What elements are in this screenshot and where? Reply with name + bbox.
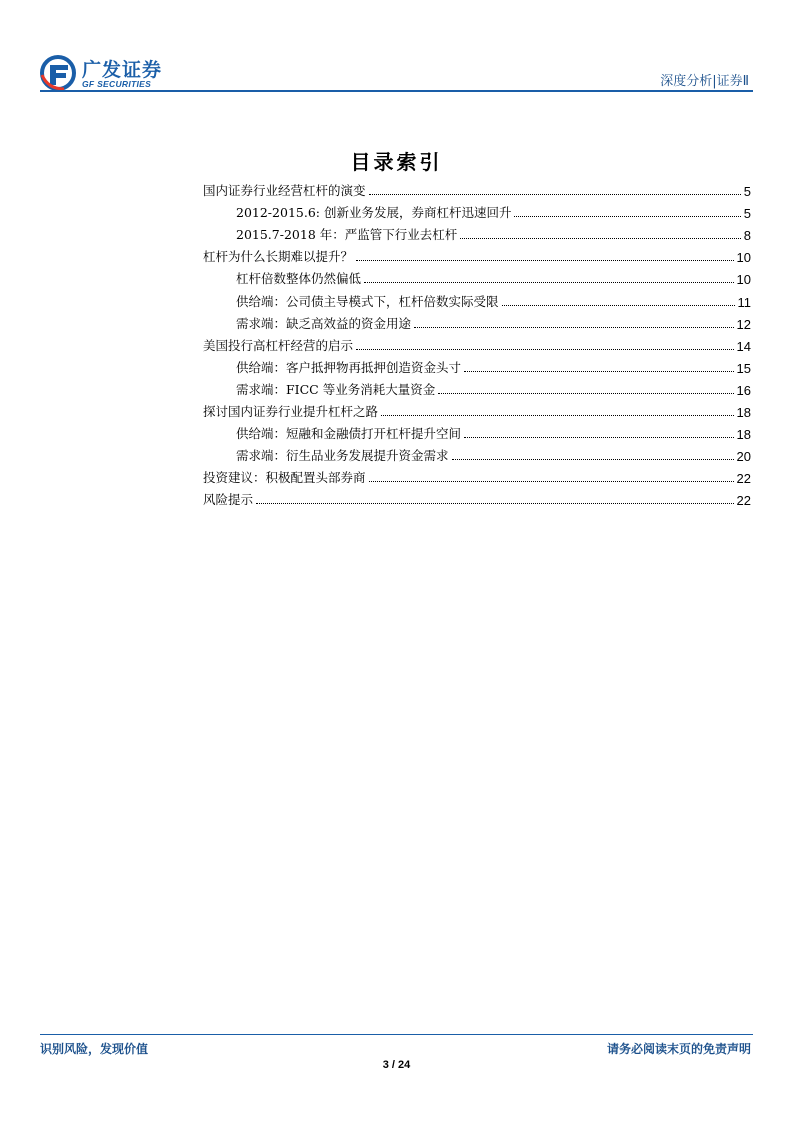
toc-entry-title: 供给端：客户抵押物再抵押创造资金头寸 — [236, 359, 462, 375]
toc-entry[interactable] — [203, 442, 751, 464]
toc-entry[interactable] — [203, 177, 751, 199]
toc-entry-page: 10 — [736, 250, 751, 266]
footer-disclaimer-note: 请务必阅读末页的免责声明 — [606, 1042, 751, 1056]
toc-leader-dots — [414, 326, 734, 328]
toc-entry-title: 2015.7-2018 年：严监管下行业去杠杆 — [236, 227, 458, 243]
toc-leader-dots — [369, 193, 741, 195]
toc-leader-dots — [460, 237, 741, 239]
logo-english-name: GF SECURITIES — [82, 79, 152, 89]
toc-entry-title: 探讨国内证券行业提升杠杆之路 — [203, 404, 379, 420]
toc-entry[interactable] — [203, 221, 751, 243]
toc-entry[interactable] — [203, 420, 751, 442]
toc-entry[interactable] — [203, 310, 751, 332]
toc-leader-dots — [256, 502, 734, 504]
toc-leader-dots — [514, 215, 740, 217]
toc-entry-page: 18 — [736, 427, 751, 443]
toc-entry[interactable] — [203, 376, 751, 398]
toc-entry[interactable] — [203, 332, 751, 354]
toc-entry[interactable] — [203, 464, 751, 486]
toc-entry[interactable] — [203, 398, 751, 420]
toc-entry-page: 11 — [737, 294, 751, 310]
toc-leader-dots — [452, 458, 734, 460]
toc-entry-page: 5 — [743, 206, 751, 222]
toc-entry-page: 22 — [736, 471, 751, 487]
toc-entry-page: 15 — [736, 360, 751, 376]
toc-leader-dots — [438, 392, 733, 394]
gf-securities-logo — [40, 55, 170, 91]
toc-entry-page: 10 — [736, 272, 751, 288]
toc-entry-page: 14 — [736, 338, 751, 354]
header-divider — [40, 90, 753, 92]
toc-leader-dots — [381, 414, 734, 416]
toc-entry-page: 8 — [743, 228, 751, 244]
toc-entry-page: 20 — [736, 449, 751, 465]
toc-entry-title: 需求端：衍生品业务发展提升资金需求 — [236, 448, 449, 464]
logo-chinese-name: 广发证券 — [82, 59, 163, 81]
toc-entry-title: 供给端：公司债主导模式下，杠杆倍数实际受限 — [236, 293, 499, 309]
toc-entry[interactable] — [203, 265, 751, 287]
toc-entry-page: 18 — [736, 405, 751, 421]
toc-entry[interactable] — [203, 486, 751, 508]
footer-divider — [40, 1034, 753, 1035]
toc-entry-title: 2012-2015.6: 创新业务发展，券商杠杆迅速回升 — [236, 205, 512, 221]
toc-entry[interactable] — [203, 199, 751, 221]
toc-entry[interactable] — [203, 354, 751, 376]
toc-leader-dots — [356, 348, 734, 350]
footer-slogan: 识别风险，发现价值 — [40, 1042, 149, 1056]
page-number: 3 / 24 — [382, 1059, 411, 1071]
toc-entry-title: 供给端：短融和金融债打开杠杆提升空间 — [236, 426, 462, 442]
toc-leader-dots — [464, 370, 734, 372]
gf-logo-icon — [40, 55, 78, 91]
toc-leader-dots — [464, 436, 734, 438]
toc-entry-title: 杠杆倍数整体仍然偏低 — [236, 271, 362, 287]
toc-title: 目录索引 — [350, 150, 443, 174]
toc-leader-dots — [369, 480, 734, 482]
toc-entry-title: 美国投行高杠杆经营的启示 — [203, 337, 354, 353]
toc-entry[interactable] — [203, 243, 751, 265]
toc-entry-title: 杠杆为什么长期难以提升？ — [203, 249, 354, 265]
toc-entry-page: 16 — [736, 382, 751, 398]
toc-leader-dots — [364, 281, 734, 283]
toc-entry-page: 5 — [743, 184, 751, 200]
table-of-contents — [203, 177, 751, 508]
toc-entry[interactable] — [203, 287, 751, 309]
toc-entry-page: 22 — [736, 493, 751, 509]
toc-leader-dots — [502, 304, 735, 306]
toc-entry-title: 国内证券行业经营杠杆的演变 — [203, 183, 366, 199]
toc-entry-page: 12 — [736, 316, 751, 332]
toc-entry-title: 需求端：FICC 等业务消耗大量资金 — [236, 381, 436, 397]
toc-entry-title: 需求端：缺乏高效益的资金用途 — [236, 315, 412, 331]
report-type-label: 深度分析|证券Ⅱ — [660, 74, 749, 89]
toc-entry-title: 风险提示 — [203, 492, 254, 508]
toc-entry-title: 投资建议：积极配置头部券商 — [203, 470, 366, 486]
toc-leader-dots — [356, 259, 734, 261]
